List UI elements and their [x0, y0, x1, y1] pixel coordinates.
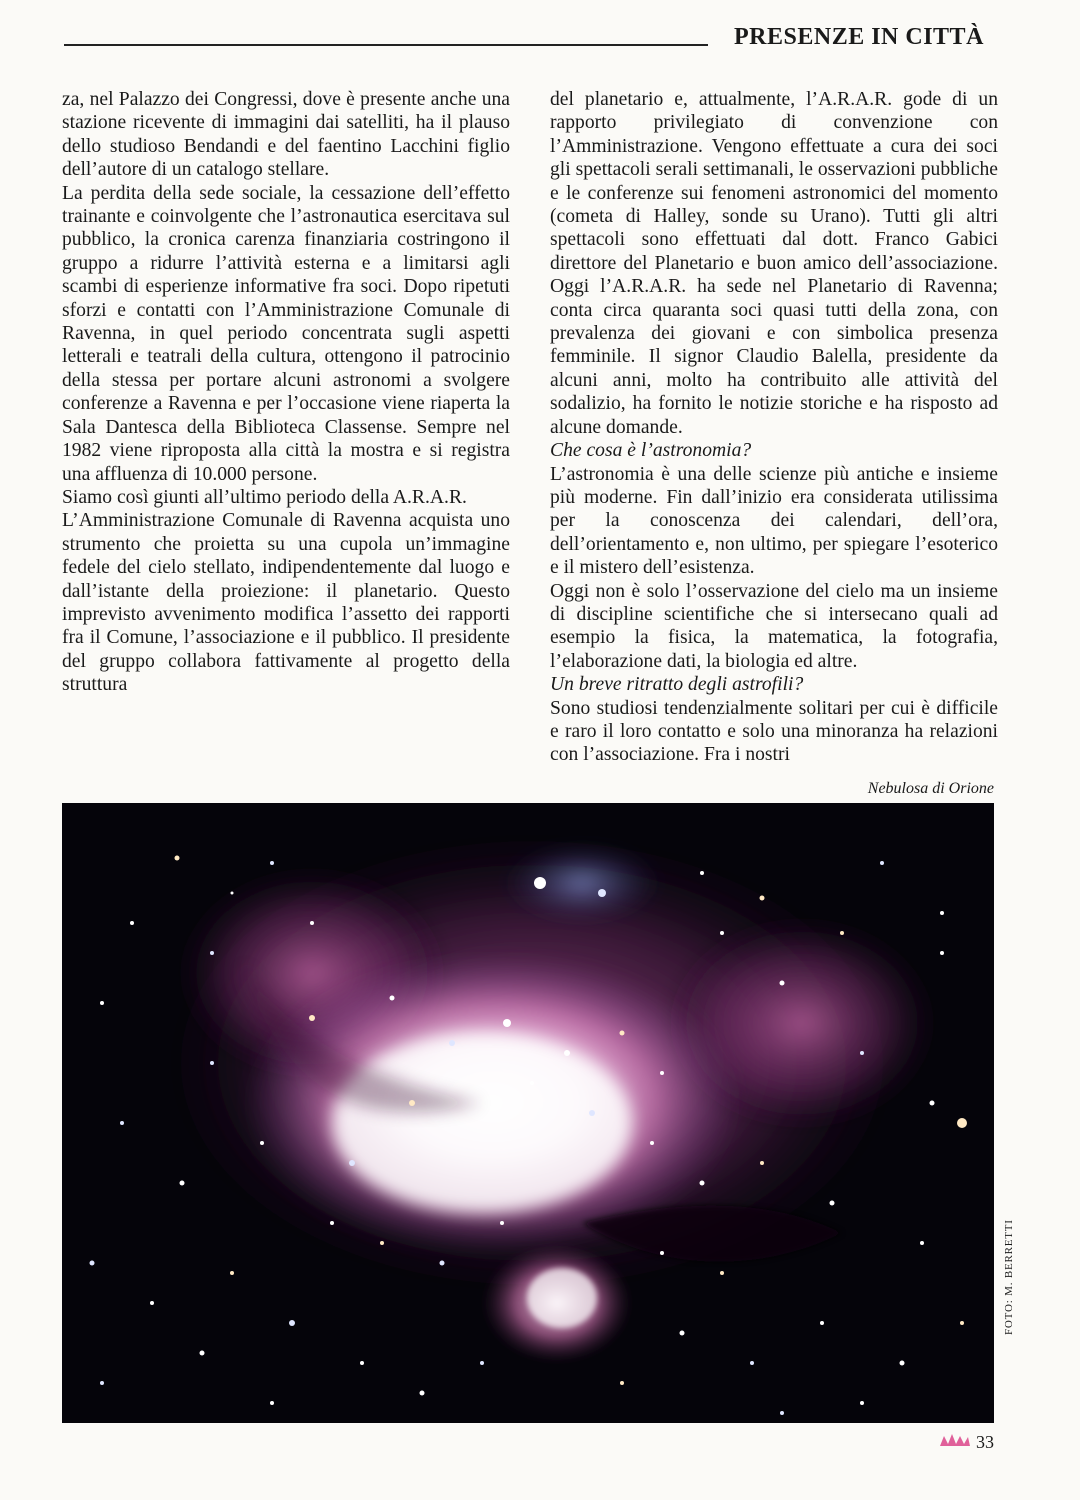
star [620, 1381, 624, 1385]
star [420, 1391, 425, 1396]
header-rule [64, 44, 708, 46]
star [449, 1040, 455, 1046]
star [900, 1361, 905, 1366]
paragraph: del planetario e, attualmente, l’A.R.A.R. gode di un rapporto privilegiato di convenzione con l’Amministrazione. Vengono effettuate a cura dei soci gli spettacoli serali settimanali, le osservazioni pubbliche e le conferenze sui fenomeni astronomici del momento (cometa di Halley, sonde su Urano). Tutti gli altri spettacoli sono effettuati dal dott. Franco Gabici direttore del Planetario e buon amico dell’associazione. Oggi l’A.R.A.R. ha sede nel Planetario di Ravenna; conta circa quaranta soci quasi tutti della zona, con prevalenza dei giovani e con simbolica presenza femminile. Il signor Claudio Balella, presidente da alcuni anni, molto ha contribuito alle attività del sodalizio, ha fornito le notizie storiche e ha risposto ad alcune domande. [550, 89, 998, 438]
star [503, 1019, 511, 1027]
paragraph: Oggi non è solo l’osservazione del cielo ma un insieme di discipline scientifiche che si intersecano quali ad esempio la fisica, la matematica, la fotografia, l’elaborazione dati, la biologia ed altre. [550, 580, 998, 672]
photo-credit: FOTO: M. BERRETTI [1003, 1219, 1015, 1335]
star [820, 1321, 824, 1325]
star [210, 951, 214, 955]
star [130, 921, 134, 925]
star [960, 1321, 964, 1325]
interview-question: Che cosa è l’astronomia? [550, 440, 752, 462]
star [660, 1251, 664, 1255]
right-text-column [550, 88, 998, 767]
figure-caption: Nebulosa di Orione [867, 780, 994, 797]
star [589, 1110, 595, 1116]
star [500, 1221, 504, 1225]
star [390, 996, 395, 1001]
star [760, 1161, 764, 1165]
star [700, 871, 704, 875]
star [780, 981, 785, 986]
star [750, 1361, 754, 1365]
star [180, 1181, 185, 1186]
paragraph: L’astronomia è una delle scienze più antiche e insieme più moderne. Fin dall’inizio era considerata utilissima per la conoscenza dei calendari, dell’ora, dell’orientamento e, non ultimo, per spiegare l’esoterico e il mistero dell’esistenza. [550, 463, 998, 579]
star [860, 1401, 864, 1405]
star [310, 921, 314, 925]
star [270, 861, 274, 865]
nebula-bright-center [332, 1033, 632, 1213]
star [360, 1361, 364, 1365]
star [380, 1241, 384, 1245]
section-title: PRESENZE IN CITTÀ [734, 24, 984, 50]
star [940, 911, 944, 915]
star [760, 896, 765, 901]
star [231, 892, 234, 895]
star [598, 889, 606, 897]
paragraph: L’Amministrazione Comunale di Ravenna acquista uno strumento che proietta su una cupola un’immagine fedele del cielo stellato, indipendentemente dal luogo e dall’istante della proiezione: il planetario. Questo imprevisto avvenimento modifica l’assetto dei rapporti fra il Comune, l’associazione e il pubblico. Il presidente del gruppo collabora fattivamente al progetto della struttura [62, 510, 510, 696]
star [830, 1201, 835, 1206]
star [720, 1271, 724, 1275]
star [210, 1061, 214, 1065]
star [957, 1118, 967, 1128]
page-number: 33 [976, 1432, 994, 1452]
star [860, 1051, 864, 1055]
paragraph: Siamo così giunti all’ultimo periodo della A.R.A.R. [62, 486, 467, 508]
star [480, 1361, 484, 1365]
star [840, 931, 844, 935]
star [330, 1221, 334, 1225]
star [880, 861, 884, 865]
star [930, 1101, 935, 1106]
star [150, 1301, 154, 1305]
interview-question: Un breve ritratto degli astrofili? [550, 674, 804, 696]
star [650, 1141, 654, 1145]
star [309, 1015, 315, 1021]
star [100, 1381, 104, 1385]
star [530, 1081, 534, 1085]
left-text-column [62, 88, 510, 697]
star [940, 951, 944, 955]
star [100, 1001, 104, 1005]
star [440, 1261, 445, 1266]
star [349, 1160, 355, 1166]
blue-glow [502, 843, 662, 923]
star [680, 1331, 685, 1336]
mairan-core [527, 1268, 597, 1328]
star [200, 1351, 205, 1356]
star [700, 1181, 705, 1186]
star [660, 1071, 664, 1075]
star [260, 1141, 264, 1145]
star [175, 856, 180, 861]
star [120, 1121, 124, 1125]
star [620, 1031, 625, 1036]
star [564, 1050, 570, 1056]
star [780, 1411, 784, 1415]
star [289, 1320, 295, 1326]
paragraph: La perdita della sede sociale, la cessazione dell’effetto trainante e coinvolgente che l’astronautica esercitava sul pubblico, la cronica carenza finanziaria costringono il gruppo a ridurre l’attività esterna e a limitarsi agli scambi di esperienze informative fra soci. Dopo ripetuti sforzi e contatti con l’Amministrazione Comunale di Ravenna, in quel periodo concentrata sugli aspetti letterali e teatrali della cultura, ottengono il patrocinio della stessa per portare alcuni astronomi a svolgere conferenze a Ravenna e per l’occasione viene riaperta la Sala Dantesca della Biblioteca Classense. Sempre nel 1982 viene riproposta alla città la mostra e si registra una affluenza di 10.000 persone. [62, 182, 510, 485]
star [720, 931, 724, 935]
star [270, 1401, 274, 1405]
star [230, 1271, 234, 1275]
paragraph: Sono studiosi tendenzialmente solitari per cui è difficile e raro il loro contatto e solo una minoranza ha relazioni con l’associazione. Fra i nostri [550, 697, 998, 766]
nebula-photo [62, 803, 994, 1423]
star [534, 877, 546, 889]
magazine-logo-icon [938, 1432, 972, 1448]
paragraph: za, nel Palazzo dei Congressi, dove è presente anche una stazione ricevente di immagini dai satelliti, ha il plauso dello studioso Bendandi e del faentino Lacchini figlio dell’autore di un catalogo stellare. [62, 89, 510, 181]
star [90, 1261, 95, 1266]
star [409, 1100, 415, 1106]
star [920, 1241, 924, 1245]
